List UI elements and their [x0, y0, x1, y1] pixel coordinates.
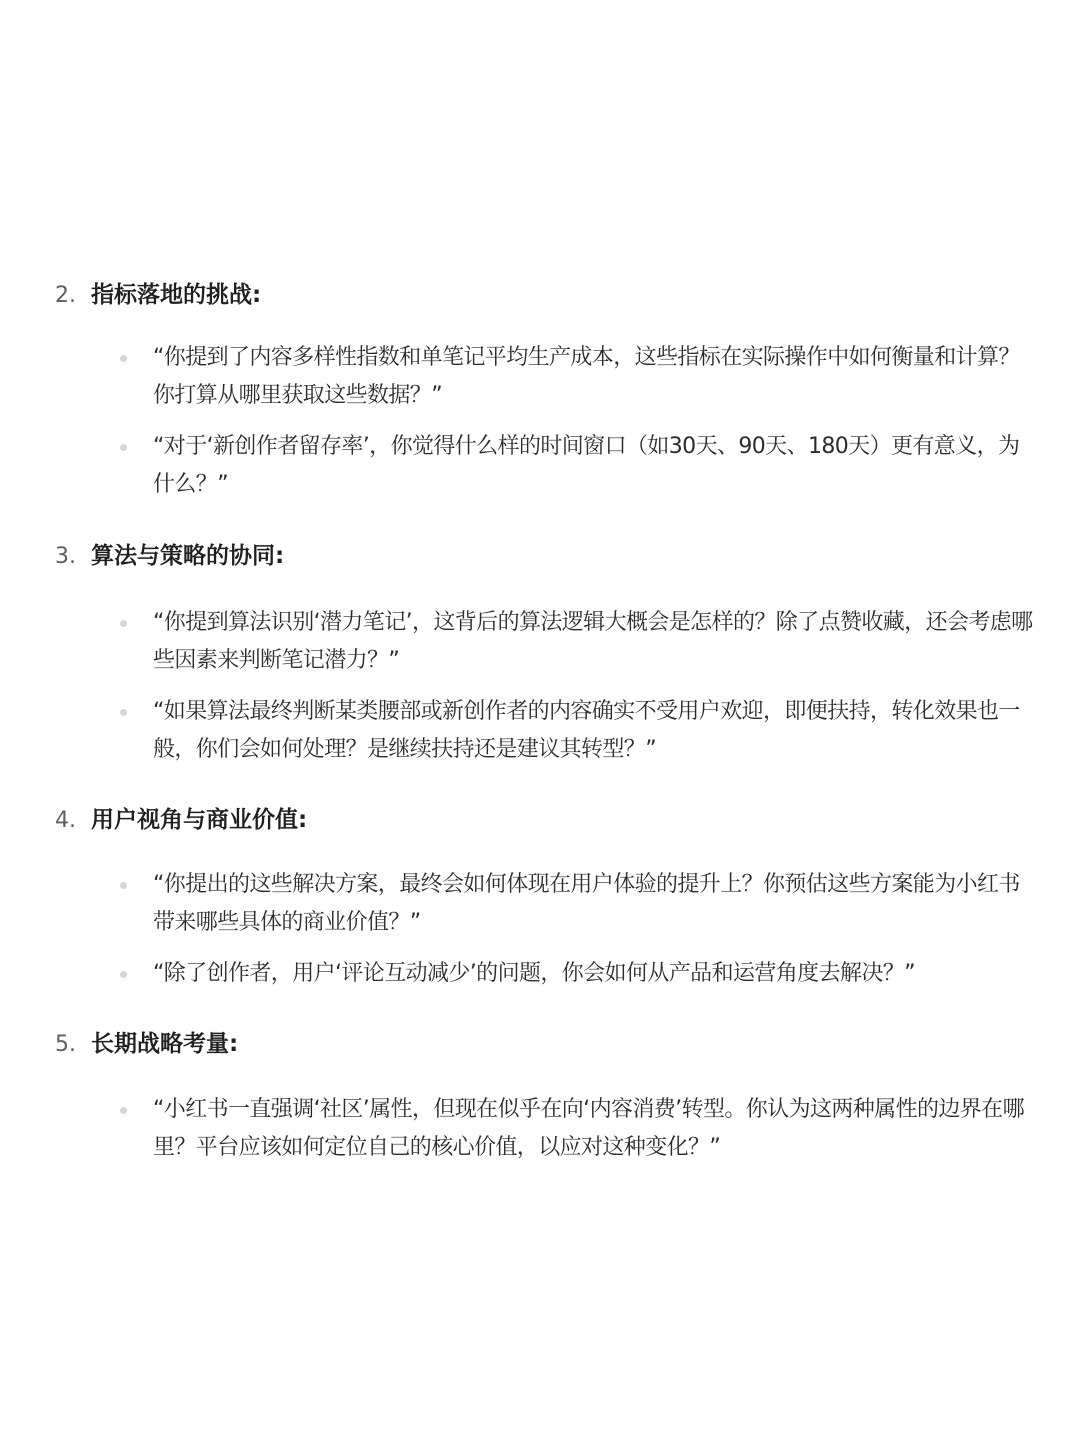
- list-item-text: “你提到算法识别‘潜力笔记’，这背后的算法逻辑大概会是怎样的？除了点赞收藏，还会考虑哪些因素来判断笔记潜力？”: [153, 610, 1033, 673]
- section-heading: [55, 536, 284, 576]
- section-number: 4.: [55, 808, 76, 833]
- section-heading: [55, 1024, 238, 1064]
- section-heading: [55, 800, 307, 840]
- section-title: 用户视角与商业价值:: [91, 807, 308, 833]
- bullet-icon: [120, 709, 127, 716]
- bullet-icon: [120, 971, 127, 978]
- list-item-text: “你提到了内容多样性指数和单笔记平均生产成本，这些指标在实际操作中如何衡量和计算？你打算从哪里获取这些数据？”: [153, 345, 1020, 408]
- list-item-text: “如果算法最终判断某类腰部或新创作者的内容确实不受用户欢迎，即便扶持，转化效果也一般，你们会如何处理？是继续扶持还是建议其转型？”: [153, 699, 1020, 762]
- list-item-text: “小红书一直强调‘社区’属性，但现在似乎在向‘内容消费’转型。你认为这两种属性的边界在哪里？平台应该如何定位自己的核心价值，以应对这种变化？”: [153, 1097, 1024, 1160]
- bullet-icon: [120, 444, 127, 451]
- bullet-icon: [120, 620, 127, 627]
- bullet-icon: [120, 355, 127, 362]
- section-number: 5.: [55, 1032, 76, 1057]
- section-number: 3.: [55, 544, 76, 569]
- section-number: 2.: [55, 283, 76, 308]
- section-title: 长期战略考量:: [91, 1031, 239, 1057]
- list-item-text: “你提出的这些解决方案，最终会如何体现在用户体验的提升上？你预估这些方案能为小红书带来哪些具体的商业价值？”: [153, 872, 1020, 935]
- list-item-text: “对于‘新创作者留存率’，你觉得什么样的时间窗口（如30天、90天、180天）更有意义，为什么？”: [153, 434, 1020, 497]
- bullet-icon: [120, 882, 127, 889]
- section-title: 指标落地的挑战:: [91, 282, 262, 308]
- section-title: 算法与策略的协同:: [91, 543, 285, 569]
- list-item-text: “除了创作者，用户‘评论互动减少’的问题，你会如何从产品和运营角度去解决？”: [153, 961, 915, 986]
- bullet-icon: [120, 1107, 127, 1114]
- section-heading: [55, 275, 261, 315]
